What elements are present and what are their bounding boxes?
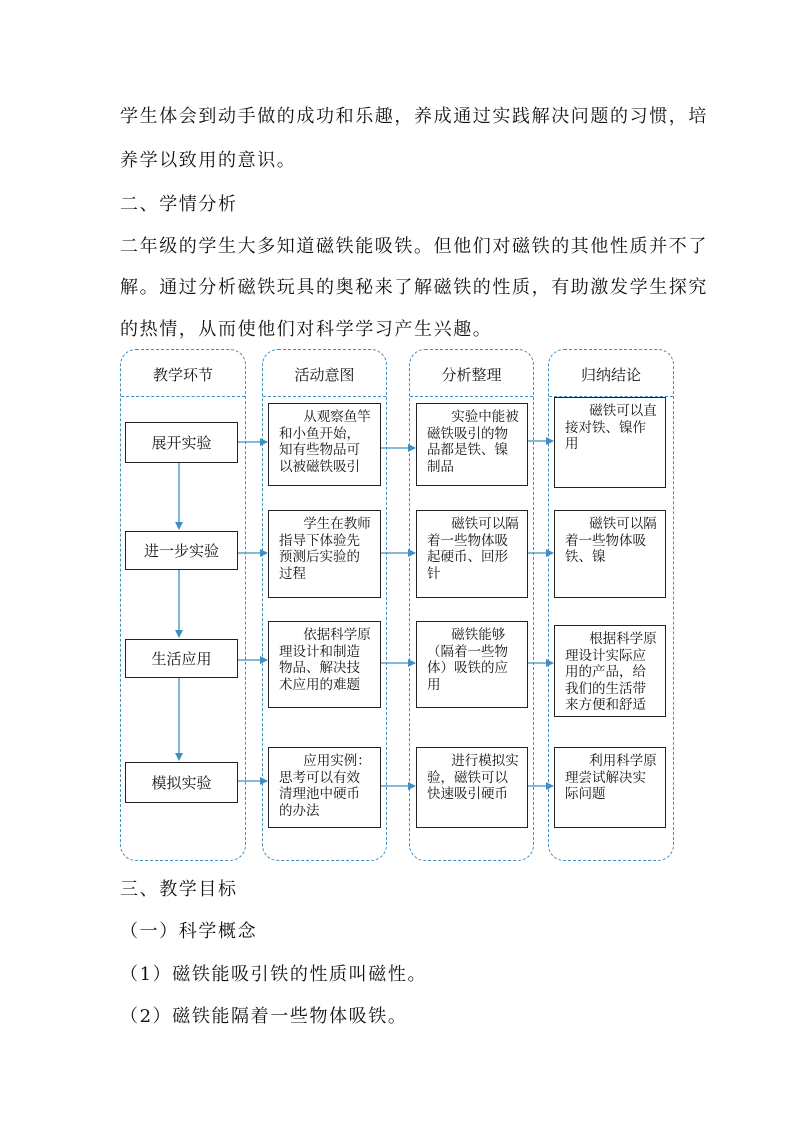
stage-box — [125, 639, 238, 678]
stage-label: 展开实验 — [151, 434, 212, 452]
subheading: （一）科学概念 — [120, 921, 258, 942]
analysis-box: 进行模拟实验，磁铁可以快速吸引硬币 — [416, 747, 528, 828]
list-item: （2）磁铁能隔着一些物体吸铁。 — [120, 1006, 408, 1027]
intent-box: 依据科学原理设计和制造物品、解决技术应用的难题 — [268, 621, 381, 708]
stage-box — [125, 422, 238, 463]
list-item: （1）磁铁能吸引铁的性质叫磁性。 — [120, 964, 428, 985]
intent-box: 应用实例：思考可以有效清理池中硬币的办法 — [268, 747, 381, 828]
stage-box — [125, 531, 238, 570]
intent-box: 从观察鱼竿和小鱼开始，知有些物品可以被磁铁吸引 — [268, 403, 381, 486]
column-header: 教学环节 — [152, 366, 213, 384]
analysis-box: 实验中能被磁铁吸引的物品都是铁、镍制品 — [416, 403, 528, 486]
conclusion-box: 根据科学原理设计实际应用的产品，给我们的生活带来方便和舒适 — [554, 625, 666, 717]
conclusion-box: 磁铁可以隔着一些物体吸铁、镍 — [554, 510, 666, 598]
analysis-box: 磁铁能够（隔着一些物体）吸铁的应用 — [416, 621, 528, 708]
stage-box — [125, 762, 238, 803]
section-heading-3: 三、教学目标 — [120, 879, 238, 900]
stage-label: 模拟实验 — [151, 774, 212, 792]
paragraph-line: 养学以致用的意识。 — [120, 150, 297, 171]
stage-label: 生活应用 — [151, 650, 212, 668]
conclusion-box: 磁铁可以直接对铁、镍作用 — [554, 397, 666, 488]
paragraph-line: 的热情，从而使他们对科学学习产生兴趣。 — [120, 319, 493, 340]
analysis-box: 磁铁可以隔着一些物体吸起硬币、回形针 — [416, 510, 528, 598]
column-header: 归纳结论 — [580, 366, 641, 384]
conclusion-box: 利用科学原理尝试解决实际问题 — [554, 747, 666, 828]
intent-box: 学生在教师指导下体验先预测后实验的过程 — [268, 510, 381, 598]
section-heading-2: 二、学情分析 — [120, 194, 238, 215]
paragraph-line: 解。通过分析磁铁玩具的奥秘来了解磁铁的性质，有助激发学生探究 — [120, 277, 708, 298]
stage-label: 进一步实验 — [143, 542, 219, 560]
column-header: 活动意图 — [294, 366, 355, 384]
column-header: 分析整理 — [441, 366, 502, 384]
paragraph-line: 学生体会到动手做的成功和乐趣，养成通过实践解决问题的习惯，培 — [120, 106, 708, 127]
paragraph-line: 二年级的学生大多知道磁铁能吸铁。但他们对磁铁的其他性质并不了 — [120, 236, 708, 257]
